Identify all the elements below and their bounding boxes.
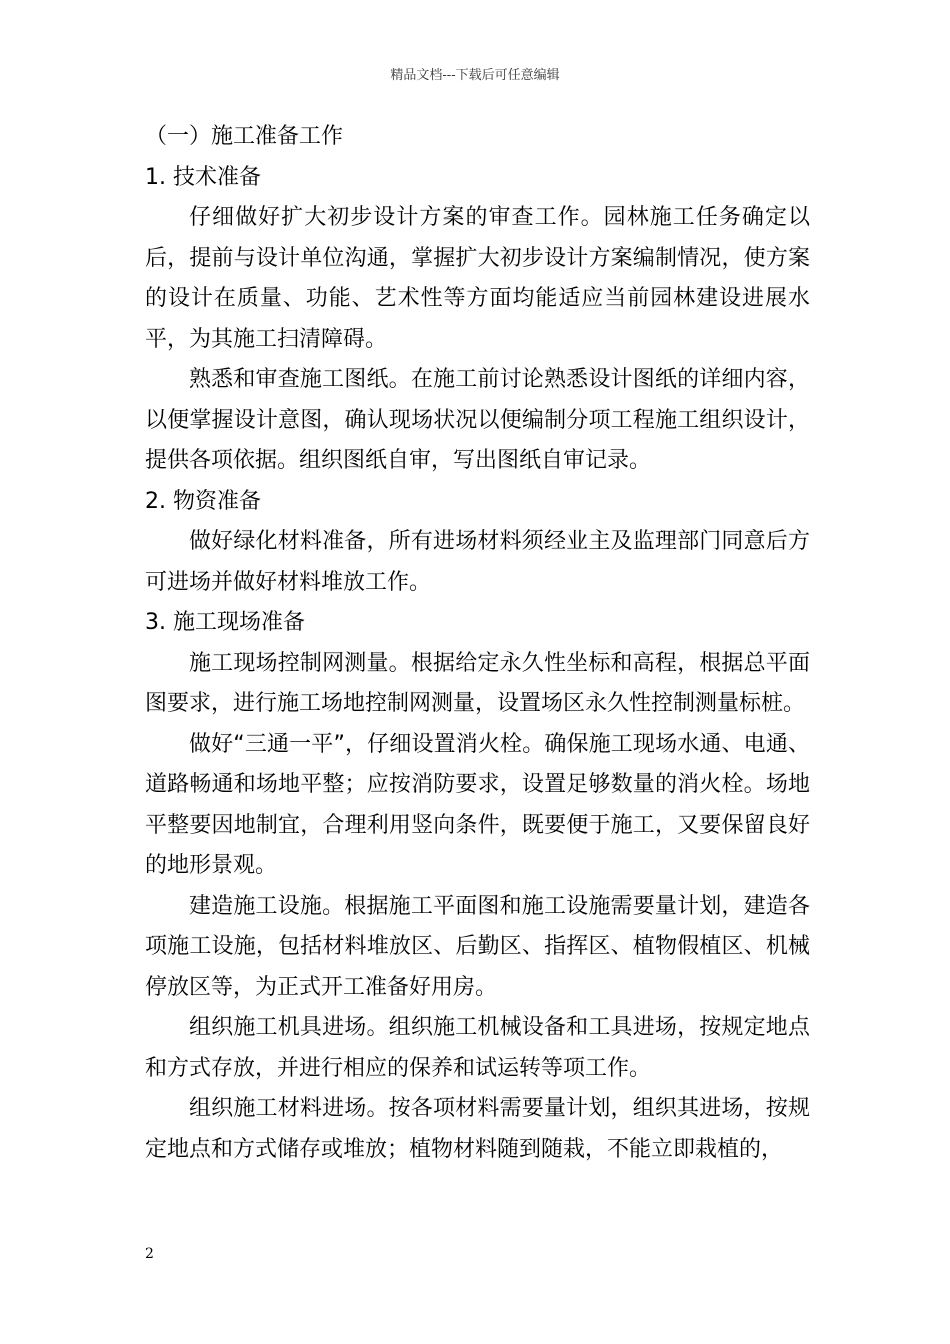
section-title: （一）施工准备工作 xyxy=(145,124,344,149)
page-header: 精品文档---下载后可任意编辑 xyxy=(390,68,560,83)
paragraph: 组织施工机具进场。组织施工机械设备和工具进场，按规定地点和方式存放，并进行相应的保养和试运转等项工作。 xyxy=(145,1015,810,1081)
subsection-heading-site: 3. 施工现场准备 xyxy=(145,610,305,635)
subsection-heading-technical: 1. 技术准备 xyxy=(145,164,261,190)
subsection-heading-materials: 2. 物资准备 xyxy=(145,488,261,514)
document-body xyxy=(145,117,810,1170)
paragraph: 仔细做好扩大初步设计方案的审查工作。园林施工任务确定以后，提前与设计单位沟通，掌握扩大初步设计方案编制情况，使方案的设计在质量、功能、艺术性等方面均能适应当前园林建设进展水平，为其施工扫清障碍。 xyxy=(145,205,810,352)
paragraph: 熟悉和审查施工图纸。在施工前讨论熟悉设计图纸的详细内容，以便掌握设计意图，确认现场状况以便编制分项工程施工组织设计，提供各项依据。组织图纸自审，写出图纸自审记录。 xyxy=(145,367,810,473)
paragraph: 组织施工材料进场。按各项材料需要量计划，组织其进场，按规定地点和方式储存或堆放；植物材料随到随栽，不能立即栽植的， xyxy=(145,1096,810,1162)
paragraph: 做好绿化材料准备，所有进场材料须经业主及监理部门同意后方可进场并做好材料堆放工作。 xyxy=(145,529,810,595)
paragraph: 做好“三通一平”，仔细设置消火栓。确保施工现场水通、电通、道路畅通和场地平整；应按消防要求，设置足够数量的消火栓。场地平整要因地制宜，合理利用竖向条件，既要便于施工，又要保留良好的地形景观。 xyxy=(145,731,810,878)
paragraph: 建造施工设施。根据施工平面图和施工设施需要量计划，建造各项施工设施，包括材料堆放区、后勤区、指挥区、植物假植区、机械停放区等，为正式开工准备好用房。 xyxy=(145,893,810,1000)
paragraph: 施工现场控制网测量。根据给定永久性坐标和高程，根据总平面图要求，进行施工场地控制网测量，设置场区永久性控制测量标桩。 xyxy=(145,650,810,716)
page-number: 2 xyxy=(145,1246,154,1262)
